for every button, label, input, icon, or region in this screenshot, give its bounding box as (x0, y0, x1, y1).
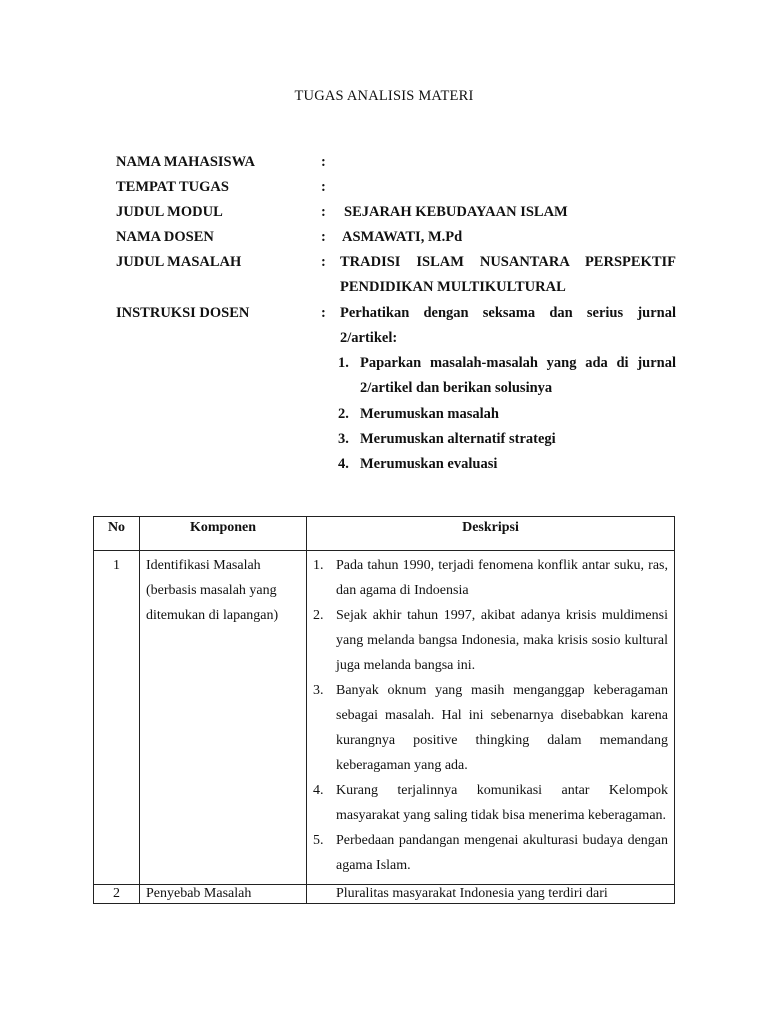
instruksi-item-text: Merumuskan alternatif strategi (360, 431, 556, 447)
instruksi-item (116, 351, 676, 376)
info-colon: : (321, 179, 326, 195)
instruksi-item-text: 2/artikel dan berikan solusinya (360, 380, 553, 396)
deskripsi-item-text: Kurang terjalinnya komunikasi antar Kelompok masyarakat yang saling tidak bisa menerima keberagaman. (336, 783, 668, 823)
instruksi-item-cont (116, 376, 676, 401)
deskripsi-item (313, 603, 668, 678)
table-row (94, 885, 675, 904)
deskripsi-item (313, 553, 668, 603)
instruksi-item (116, 452, 676, 477)
deskripsi-item-text: Banyak oknum yang masih menganggap keberagaman sebagai masalah. Hal ini sebenarnya disebabkan karena kurangnya positive thingking dalam memandang keberagaman yang ada. (336, 683, 668, 773)
instruksi-cont (116, 326, 676, 351)
instruksi-item-text: Merumuskan evaluasi (360, 456, 498, 472)
row-komponen: Identifikasi Masalah (berbasis masalah yang ditemukan di lapangan) (140, 551, 307, 885)
row-number: 1 (94, 551, 140, 885)
row-komponen: Penyebab Masalah (140, 885, 307, 904)
deskripsi-item-number: 4. (313, 783, 324, 798)
info-row-tempat-tugas (116, 175, 676, 200)
instruksi-item-text: Paparkan masalah-masalah yang ada di jurnal (360, 355, 676, 371)
info-colon: : (321, 229, 326, 245)
instruksi-item-number: 1. (338, 355, 349, 371)
info-value: ASMAWATI, M.Pd (342, 229, 463, 245)
deskripsi-item-text: Perbedaan pandangan mengenai akulturasi budaya dengan agama Islam. (336, 833, 668, 873)
info-label: JUDUL MODUL (116, 204, 223, 220)
info-row-nama-dosen (116, 225, 676, 250)
deskripsi-item-number: 1. (313, 558, 324, 573)
info-colon: : (321, 305, 326, 321)
info-row-judul-masalah-cont (116, 275, 676, 300)
header-komponen: Komponen (140, 517, 307, 551)
instruksi-item-number: 2. (338, 406, 349, 422)
deskripsi-item (313, 828, 668, 878)
info-colon: : (321, 204, 326, 220)
info-value-line1: TRADISI ISLAM NUSANTARA PERSPEKTIF (340, 254, 676, 270)
info-label: NAMA MAHASISWA (116, 154, 255, 170)
instruksi-item (116, 427, 676, 452)
instruksi-item-number: 3. (338, 431, 349, 447)
info-colon: : (321, 154, 326, 170)
info-label: JUDUL MASALAH (116, 254, 242, 270)
info-label: INSTRUKSI DOSEN (116, 305, 250, 321)
document-title: TUGAS ANALISIS MATERI (294, 88, 474, 104)
row-number: 2 (94, 885, 140, 904)
deskripsi-item-number: 5. (313, 833, 324, 848)
analysis-table (93, 516, 675, 904)
info-colon: : (321, 254, 326, 270)
deskripsi-item-text: Sejak akhir tahun 1997, akibat adanya krisis muldimensi yang melanda bangsa Indonesia, maka krisis sosio kultural juga melanda bangsa ini. (336, 608, 668, 673)
row-deskripsi: Pluralitas masyarakat Indonesia yang terdiri dari (307, 885, 675, 904)
row-deskripsi (307, 551, 675, 885)
instruksi-item-number: 4. (338, 456, 349, 472)
deskripsi-item-number: 3. (313, 683, 324, 698)
deskripsi-item-number: 2. (313, 608, 324, 623)
table-row (94, 551, 675, 885)
info-value-line2: PENDIDIKAN MULTIKULTURAL (340, 279, 566, 295)
info-row-judul-modul (116, 200, 676, 225)
table-header-row (94, 517, 675, 551)
info-row-judul-masalah (116, 250, 676, 275)
instruksi-item (116, 402, 676, 427)
info-label: NAMA DOSEN (116, 229, 214, 245)
header-no: No (94, 517, 140, 551)
info-row-instruksi-dosen (116, 301, 676, 326)
instruksi-line1: Perhatikan dengan seksama dan serius jurnal (340, 305, 676, 321)
deskripsi-item-text: Pada tahun 1990, terjadi fenomena konflik antar suku, ras, dan agama di Indoensia (336, 558, 668, 598)
deskripsi-item (313, 678, 668, 778)
deskripsi-item (313, 778, 668, 828)
info-row-nama-mahasiswa (116, 150, 676, 175)
info-value: SEJARAH KEBUDAYAAN ISLAM (344, 204, 568, 220)
header-deskripsi: Deskripsi (307, 517, 675, 551)
info-label: TEMPAT TUGAS (116, 179, 229, 195)
instruksi-line2: 2/artikel: (340, 330, 398, 346)
instruksi-item-text: Merumuskan masalah (360, 406, 499, 422)
